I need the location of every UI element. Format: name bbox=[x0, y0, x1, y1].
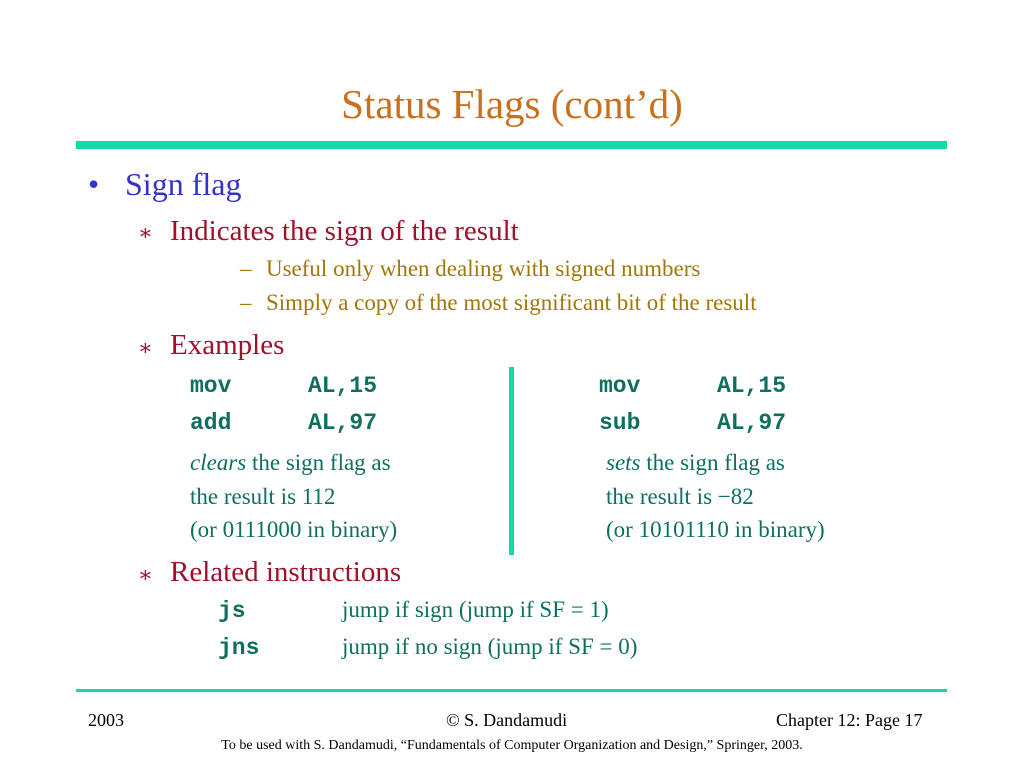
title-divider bbox=[76, 141, 947, 149]
footer-note: To be used with S. Dandamudi, “Fundamentals of Computer Organization and Design,” Springer, 2003. bbox=[221, 738, 803, 753]
code-arg-right-2: AL,97 bbox=[717, 410, 787, 436]
left-desc-line-3: (or 0111000 in binary) bbox=[190, 517, 398, 542]
instr-js: js bbox=[218, 598, 246, 624]
code-arg-right-1: AL,15 bbox=[717, 373, 787, 399]
dash-marker: – bbox=[240, 256, 252, 281]
page-title: Status Flags (cont’d) bbox=[341, 81, 683, 127]
left-desc-rest: the sign flag as bbox=[246, 450, 391, 475]
point-copy-msb: Simply a copy of the most significant bit of the result bbox=[266, 290, 757, 315]
code-op-right-2: sub bbox=[599, 410, 641, 436]
right-desc-line-3: (or 10101110 in binary) bbox=[606, 517, 825, 542]
sub-bullet-marker: ∗ bbox=[138, 335, 153, 360]
sub-bullet-marker: ∗ bbox=[138, 562, 153, 587]
code-op-left-1: mov bbox=[190, 373, 232, 399]
right-desc-line-1 bbox=[606, 450, 785, 476]
dash-marker: – bbox=[240, 290, 252, 315]
left-desc-line-2: the result is 112 bbox=[190, 484, 336, 509]
left-verb: clears bbox=[190, 450, 247, 475]
bullet-marker: • bbox=[88, 166, 100, 202]
left-desc-line-1 bbox=[190, 450, 391, 476]
footer-author: © S. Dandamudi bbox=[446, 710, 568, 730]
footer-divider bbox=[76, 689, 947, 692]
right-desc-line-2: the result is −82 bbox=[606, 484, 754, 509]
instr-js-desc: jump if sign (jump if SF = 1) bbox=[342, 597, 609, 622]
bullet-sign-flag: Sign flag bbox=[125, 166, 242, 202]
footer-year: 2003 bbox=[88, 710, 124, 730]
sub-bullet-examples: Examples bbox=[170, 329, 285, 361]
sub-bullet-marker: ∗ bbox=[138, 220, 153, 245]
point-useful-only: Useful only when dealing with signed numbers bbox=[266, 256, 701, 281]
instr-jns: jns bbox=[218, 635, 260, 661]
example-divider bbox=[509, 367, 514, 555]
code-arg-left-2: AL,97 bbox=[308, 410, 378, 436]
code-arg-left-1: AL,15 bbox=[308, 373, 378, 399]
code-op-left-2: add bbox=[190, 410, 232, 436]
instr-jns-desc: jump if no sign (jump if SF = 0) bbox=[342, 634, 638, 659]
sub-bullet-related: Related instructions bbox=[170, 556, 402, 588]
right-verb: sets bbox=[606, 450, 641, 475]
right-desc-rest: the sign flag as bbox=[640, 450, 785, 475]
code-op-right-1: mov bbox=[599, 373, 641, 399]
footer-page: Chapter 12: Page 17 bbox=[776, 710, 923, 730]
sub-bullet-indicates: Indicates the sign of the result bbox=[170, 215, 519, 247]
